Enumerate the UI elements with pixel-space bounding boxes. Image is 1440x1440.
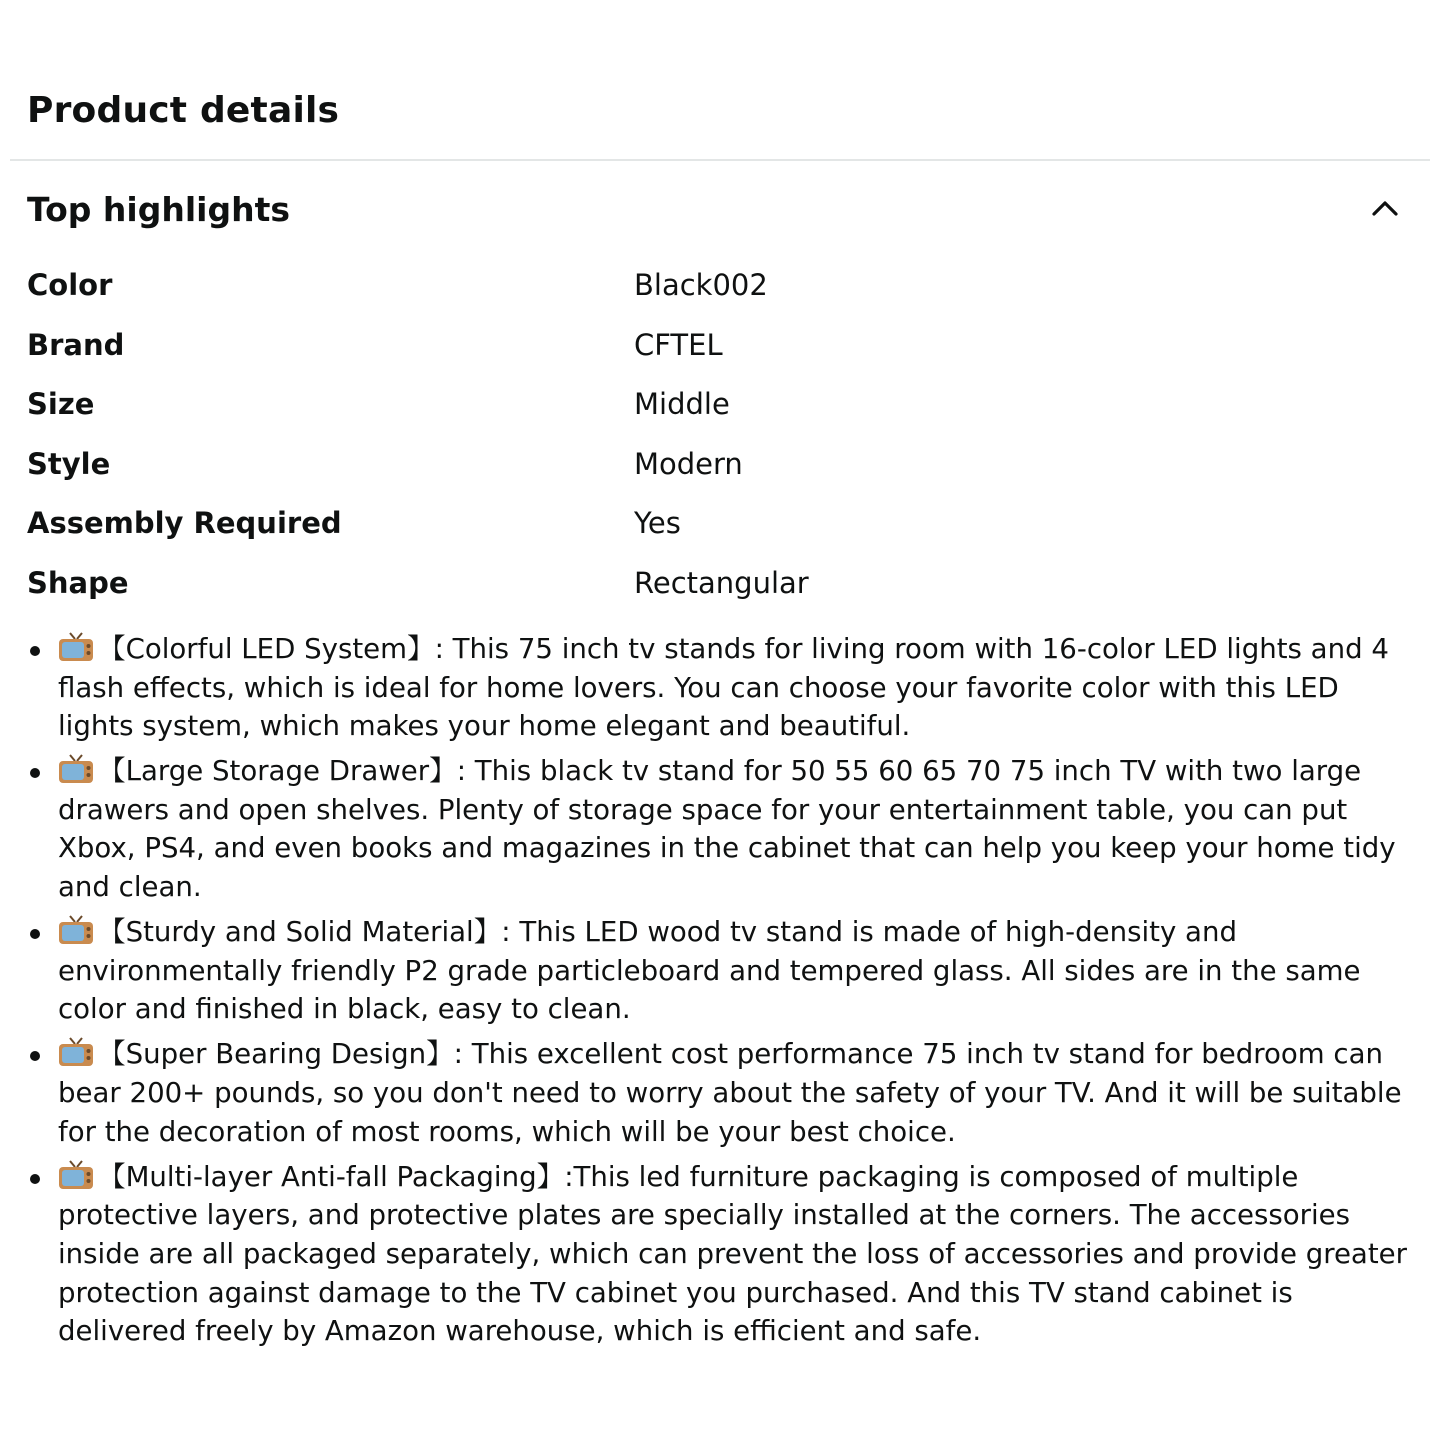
bullet-text: 【Sturdy and Solid Material】: This LED wood tv stand is made of high-density and environmentally friendly P2 grade particleboard and tempered glass. All sides are in the same color and finished in black, easy to clean. xyxy=(58,915,1361,1026)
attribute-row-brand xyxy=(27,322,1407,382)
section-divider xyxy=(10,159,1430,161)
bullet-dot xyxy=(30,768,40,778)
top-highlights-header[interactable] xyxy=(0,188,1440,238)
chevron-up-icon[interactable] xyxy=(1366,190,1406,226)
attribute-label: Assembly Required xyxy=(27,506,342,541)
television-icon xyxy=(58,1160,94,1192)
bullet-dot xyxy=(30,1174,40,1184)
attribute-label: Color xyxy=(27,268,113,302)
attribute-label: Brand xyxy=(27,327,125,362)
attribute-row-size xyxy=(27,381,1407,441)
attribute-label: Style xyxy=(27,446,111,481)
bullet-text: 【Large Storage Drawer】: This black tv stand for 50 55 60 65 70 75 inch TV with two large drawers and open shelves. Plenty of storage space for your entertainment table, you can put Xbox, PS4, and even books and magazines in the cabinet that can help you keep your home tidy and clean. xyxy=(58,754,1396,904)
bullet-text: 【Colorful LED System】: This 75 inch tv stands for living room with 16-color LED lights and 4 flash effects, which is ideal for home lovers. You can choose your favorite color with this LED lights system, which makes your home elegant and beautiful. xyxy=(58,632,1389,743)
list-item xyxy=(27,1158,1417,1351)
television-icon xyxy=(58,632,94,664)
attribute-label: Shape xyxy=(27,565,129,600)
television-icon xyxy=(58,754,94,786)
attribute-row-assembly-required xyxy=(27,500,1407,560)
list-item xyxy=(27,752,1417,906)
attribute-value: Rectangular xyxy=(634,565,809,600)
list-item xyxy=(27,630,1417,746)
attribute-value: Black002 xyxy=(634,268,768,302)
attribute-row-shape xyxy=(27,560,1407,620)
attributes-table xyxy=(27,262,1407,620)
bullet-dot xyxy=(30,929,40,939)
bullet-text: 【Super Bearing Design】: This excellent cost performance 75 inch tv stand for bedroom can bear 200+ pounds, so you don't need to worry about the safety of your TV. And it will be suitable for the decoration of most rooms, which will be your best choice. xyxy=(58,1037,1402,1148)
television-icon xyxy=(58,915,94,947)
list-item xyxy=(27,1035,1417,1151)
television-icon xyxy=(58,1037,94,1069)
attribute-value: CFTEL xyxy=(634,327,723,362)
bullet-text: 【Multi-layer Anti-fall Packaging】:This led furniture packaging is composed of multiple protective layers, and protective plates are specially installed at the corners. The accessories inside are all packaged separately, which can prevent the loss of accessories and provide greater protection against damage to the TV cabinet you purchased. And this TV stand cabinet is delivered freely by Amazon warehouse, which is efficient and safe. xyxy=(58,1159,1407,1348)
attribute-value: Middle xyxy=(634,387,730,422)
section-title: Top highlights xyxy=(27,190,290,229)
page-title: Product details xyxy=(27,90,340,131)
attribute-value: Yes xyxy=(634,506,681,541)
attribute-row-style xyxy=(27,441,1407,501)
feature-bullet-list xyxy=(27,630,1417,1357)
attribute-label: Size xyxy=(27,387,95,422)
bullet-dot xyxy=(30,1051,40,1061)
attribute-row-color xyxy=(27,262,1407,322)
list-item xyxy=(27,913,1417,1029)
attribute-value: Modern xyxy=(634,446,743,481)
bullet-dot xyxy=(30,646,40,656)
